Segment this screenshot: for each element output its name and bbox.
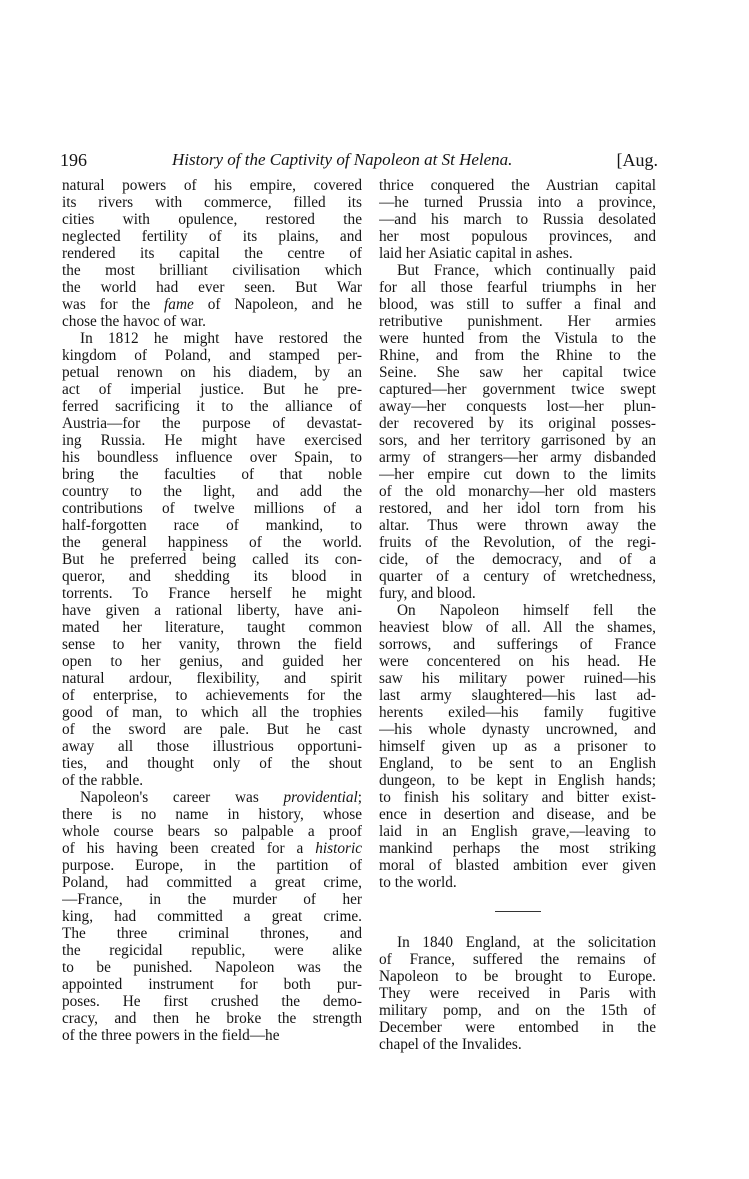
text-line: laid in an English grave,—leaving to	[379, 823, 656, 840]
note-line: of France, suffered the remains of	[379, 951, 656, 968]
text-line: was for the fame of Napoleon, and he	[62, 296, 362, 313]
text-line: away all those illustrious opportuni-	[62, 738, 362, 755]
text-line: his boundless influence over Spain, to	[62, 449, 362, 466]
text-line: England, to be sent to an English	[379, 755, 656, 772]
text-line: chose the havoc of war.	[62, 313, 206, 330]
text-line: Rhine, and from the Rhine to the	[379, 347, 656, 364]
text-line: its rivers with commerce, filled its	[62, 194, 362, 211]
text-line: of enterprise, to achievements for the	[62, 687, 362, 704]
text-line: to be punished. Napoleon was the	[62, 959, 362, 976]
text-line: —his whole dynasty uncrowned, and	[379, 721, 656, 738]
text-line: The three criminal thrones, and	[62, 925, 362, 942]
text-line: of his having been created for a historic	[62, 840, 362, 857]
text-line: der recovered by its original posses-	[379, 415, 656, 432]
text-line: her most populous provinces, and	[379, 228, 656, 245]
text-line: Poland, had committed a great crime,	[62, 874, 362, 891]
text-line: himself given up as a prisoner to	[379, 738, 656, 755]
text-line: of the old monarchy—her old masters	[379, 483, 656, 500]
text-line: sors, and her territory garrisoned by an	[379, 432, 656, 449]
text-line: appointed instrument for both pur-	[62, 976, 362, 993]
text-line: mankind perhaps the most striking	[379, 840, 656, 857]
text-line: have given a rational liberty, have ani-	[62, 602, 362, 619]
text-line: sorrows, and sufferings of France	[379, 636, 656, 653]
text-line: there is no name in history, whose	[62, 806, 362, 823]
text-line: —France, in the murder of her	[62, 891, 362, 908]
text-line: natural powers of his empire, covered	[62, 177, 362, 194]
text-line: away—her conquests lost—her plun-	[379, 398, 656, 415]
text-line: kingdom of Poland, and stamped per-	[62, 347, 362, 364]
text-line: heaviest blow of all. All the shames,	[379, 619, 656, 636]
text-line: But he preferred being called its con-	[62, 551, 362, 568]
text-line: cide, of the democracy, and of a	[379, 551, 656, 568]
text-line: the most brilliant civilisation which	[62, 262, 362, 279]
text-line: herents exiled—his family fugitive	[379, 704, 656, 721]
text-line: ing Russia. He might have exercised	[62, 432, 362, 449]
text-line: On Napoleon himself fell the	[397, 602, 656, 619]
text-line: to the world.	[379, 874, 457, 891]
closing-note	[379, 934, 656, 1053]
running-title: History of the Captivity of Napoleon at St Helena.	[172, 150, 513, 169]
text-line: petual renown on his diadem, by an	[62, 364, 362, 381]
note-line: December were entombed in the	[379, 1019, 656, 1036]
text-line: of the rabble.	[62, 772, 144, 789]
text-line: of the sword are pale. But he cast	[62, 721, 362, 738]
note-line: They were received in Paris with	[379, 985, 656, 1002]
text-line: ferred sacrificing it to the alliance of	[62, 398, 362, 415]
text-line: purpose. Europe, in the partition of	[62, 857, 362, 874]
text-line: retributive punishment. Her armies	[379, 313, 656, 330]
text-line: quarter of a century of wretchedness,	[379, 568, 656, 585]
section-divider	[495, 911, 541, 912]
text-line: mated her literature, taught common	[62, 619, 362, 636]
page-header	[60, 150, 658, 174]
text-line: dungeon, to be kept in English hands;	[379, 772, 656, 789]
text-line: laid her Asiatic capital in ashes.	[379, 245, 573, 262]
text-line: open to her genius, and guided her	[62, 653, 362, 670]
text-line: sense to her vanity, thrown the field	[62, 636, 362, 653]
text-line: Austria—for the purpose of devastat-	[62, 415, 362, 432]
left-column	[62, 177, 362, 1044]
text-line: saw his military power ruined—his	[379, 670, 656, 687]
text-line: captured—her government twice swept	[379, 381, 656, 398]
text-line: restored, and her idol torn from his	[379, 500, 656, 517]
text-line: the world had ever seen. But War	[62, 279, 362, 296]
text-line: whole course bears so palpable a proof	[62, 823, 362, 840]
right-column	[379, 177, 656, 1053]
text-line: of the three powers in the field—he	[62, 1027, 280, 1044]
text-line: ties, and thought only of the shout	[62, 755, 362, 772]
text-line: queror, and shedding its blood in	[62, 568, 362, 585]
text-line: moral of blasted ambition ever given	[379, 857, 656, 874]
text-line: were concentered on his head. He	[379, 653, 656, 670]
text-line: the regicidal republic, were alike	[62, 942, 362, 959]
text-line: cracy, and then he broke the strength	[62, 1010, 362, 1027]
text-line: —her empire cut down to the limits	[379, 466, 656, 483]
text-line: But France, which continually paid	[397, 262, 656, 279]
text-line: king, had committed a great crime.	[62, 908, 362, 925]
text-line: good of man, to which all the trophies	[62, 704, 362, 721]
text-line: rendered its capital the centre of	[62, 245, 362, 262]
text-line: contributions of twelve millions of a	[62, 500, 362, 517]
note-line: chapel of the Invalides.	[379, 1036, 522, 1053]
text-line: —he turned Prussia into a province,	[379, 194, 656, 211]
text-line: army of strangers—her army disbanded	[379, 449, 656, 466]
note-line: military pomp, and on the 15th of	[379, 1002, 656, 1019]
text-line: poses. He first crushed the demo-	[62, 993, 362, 1010]
text-line: bring the faculties of that noble	[62, 466, 362, 483]
text-line: —and his march to Russia desolated	[379, 211, 656, 228]
page-number: 196	[60, 150, 87, 170]
text-line: act of imperial justice. But he pre-	[62, 381, 362, 398]
text-line: for all those fearful triumphs in her	[379, 279, 656, 296]
text-line: Seine. She saw her capital twice	[379, 364, 656, 381]
section-month: [Aug.	[616, 150, 658, 170]
text-line: ence in desertion and disease, and be	[379, 806, 656, 823]
text-line: were hunted from the Vistula to the	[379, 330, 656, 347]
text-line: natural ardour, flexibility, and spirit	[62, 670, 362, 687]
text-line: In 1812 he might have restored the	[80, 330, 362, 347]
text-line: cities with opulence, restored the	[62, 211, 362, 228]
text-line: last army slaughtered—his last ad-	[379, 687, 656, 704]
note-line: Napoleon to be brought to Europe.	[379, 968, 656, 985]
text-line: country to the light, and add the	[62, 483, 362, 500]
text-line: blood, was still to suffer a final and	[379, 296, 656, 313]
text-line: fury, and blood.	[379, 585, 476, 602]
text-line: fruits of the Revolution, of the regi-	[379, 534, 656, 551]
text-line: half-forgotten race of mankind, to	[62, 517, 362, 534]
text-line: Napoleon's career was providential;	[80, 789, 362, 806]
note-line: In 1840 England, at the solicitation	[397, 934, 656, 951]
text-line: neglected fertility of its plains, and	[62, 228, 362, 245]
text-line: the general happiness of the world.	[62, 534, 362, 551]
text-line: to finish his solitary and bitter exist-	[379, 789, 656, 806]
text-line: altar. Thus were thrown away the	[379, 517, 656, 534]
text-line: thrice conquered the Austrian capital	[379, 177, 656, 194]
text-line: torrents. To France herself he might	[62, 585, 362, 602]
